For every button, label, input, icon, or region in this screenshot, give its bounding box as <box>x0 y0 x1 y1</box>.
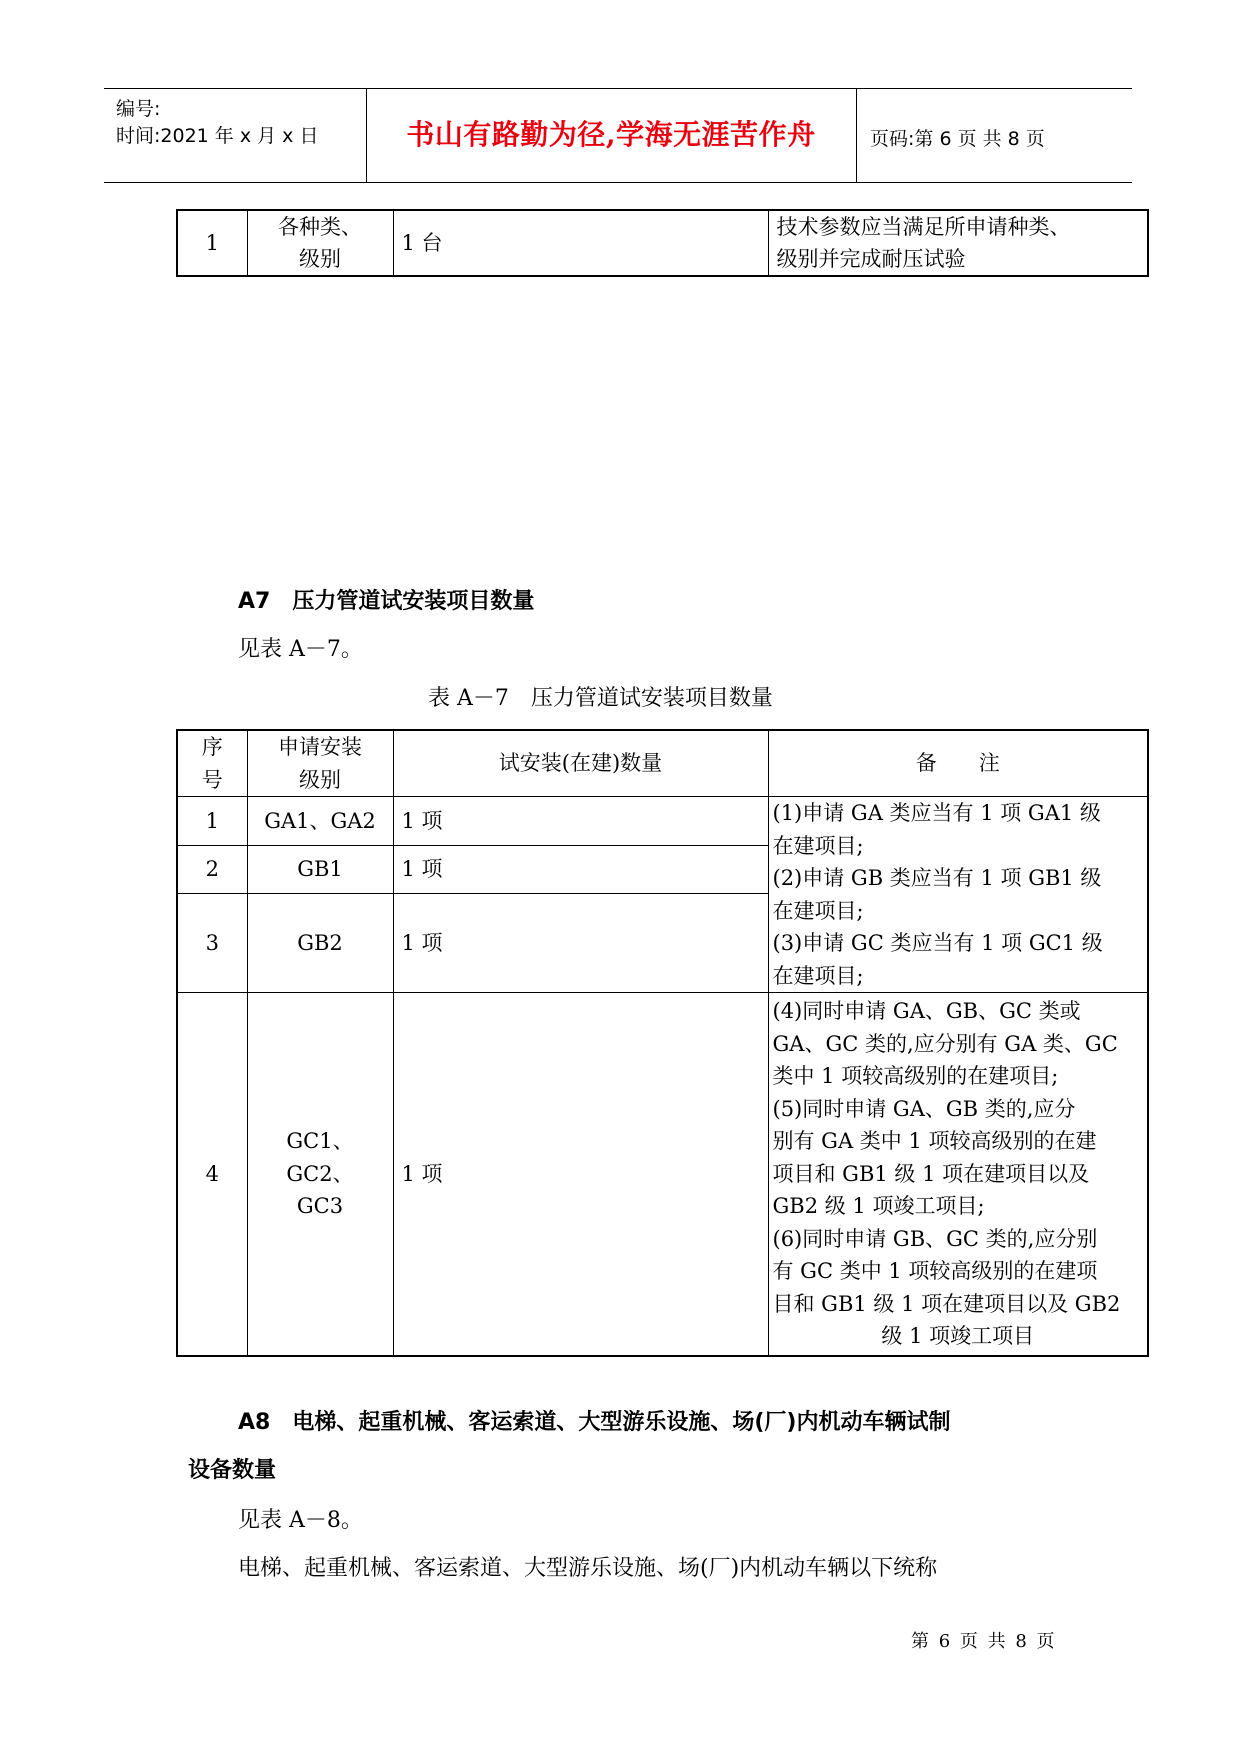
section-a7-reference: 见表 A－7。 <box>238 637 363 662</box>
cell-quantity: 1 项 <box>393 894 768 993</box>
cell-index: 1 <box>177 797 247 846</box>
header-time-label: 时间:2021 年 x 月 x 日 <box>116 125 319 147</box>
cell-quantity: 1 项 <box>393 993 768 1356</box>
cell-level: GB2 <box>247 894 393 993</box>
table-a7 <box>176 729 1149 1357</box>
remark-line: 类中 1 项较高级别的在建项目; <box>772 1064 1059 1088</box>
cell-line: 级别 <box>299 767 341 792</box>
cell-index: 4 <box>177 993 247 1356</box>
section-a8-title-line2: 设备数量 <box>188 1458 277 1483</box>
cell-line: GC3 <box>296 1194 344 1218</box>
header-bottom-rule <box>104 182 1132 183</box>
remark-line: 在建项目; <box>772 963 864 988</box>
table-header-row <box>177 730 1148 797</box>
cell-line: 序 <box>201 735 223 759</box>
header-motto: 书山有路勤为径,学海无涯苦作舟 <box>406 118 816 151</box>
cell-index: 2 <box>177 846 247 894</box>
cell-line: 技术参数应当满足所申请种类、 <box>776 215 1071 239</box>
remark-line: GB2 级 1 项竣工项目; <box>772 1194 985 1218</box>
section-a8-reference: 见表 A－8。 <box>238 1508 363 1533</box>
remark-line: (2)申请 GB 类应当有 1 项 GB1 级 <box>772 866 1102 890</box>
header-remarks: 备 注 <box>768 730 1148 797</box>
remark-line: (4)同时申请 GA、GB、GC 类或 <box>772 999 1081 1023</box>
table-cell-index: 1 <box>177 210 247 276</box>
table-cell-note <box>768 210 1148 276</box>
section-a8-paragraph: 电梯、起重机械、客运索道、大型游乐设施、场(厂)内机动车辆以下统称 <box>238 1556 938 1581</box>
remark-line: (1)申请 GA 类应当有 1 项 GA1 级 <box>772 801 1101 825</box>
cell-remarks-group-1 <box>768 797 1148 993</box>
header-serial-label: 编号: <box>116 98 161 120</box>
header-level <box>247 730 393 797</box>
cell-line: 号 <box>201 767 223 792</box>
cell-line: 各种类、 <box>278 215 362 239</box>
header-index <box>177 730 247 797</box>
remark-line: 有 GC 类中 1 项较高级别的在建项 <box>772 1259 1098 1283</box>
remark-line: (6)同时申请 GB、GC 类的,应分别 <box>772 1226 1098 1251</box>
cell-level: GA1、GA2 <box>247 797 393 846</box>
page-footer: 第 6 页 共 8 页 <box>911 1631 1057 1652</box>
table-a7-caption: 表 A－7 压力管道试安装项目数量 <box>428 686 773 711</box>
remark-line: 在建项目; <box>772 898 864 923</box>
header-page-label: 页码:第 6 页 共 8 页 <box>870 128 1045 150</box>
remark-line: (3)申请 GC 类应当有 1 项 GC1 级 <box>772 931 1103 955</box>
remark-line: 级 1 项竣工项目 <box>881 1324 1035 1348</box>
cell-remarks-group-2 <box>768 993 1148 1356</box>
header-divider-right <box>856 88 857 182</box>
remark-line: 目和 GB1 级 1 项在建项目以及 GB2 <box>772 1291 1121 1316</box>
cell-line: 申请安装 <box>278 735 362 759</box>
header-quantity: 试安装(在建)数量 <box>393 730 768 797</box>
remark-line: 项目和 GB1 级 1 项在建项目以及 <box>772 1161 1090 1186</box>
top-table <box>176 209 1149 277</box>
cell-index: 3 <box>177 894 247 993</box>
table-cell-quantity: 1 台 <box>393 210 768 276</box>
cell-line: 级别并完成耐压试验 <box>776 247 966 271</box>
cell-level <box>247 993 393 1356</box>
cell-quantity: 1 项 <box>393 846 768 894</box>
remark-line: (5)同时申请 GA、GB 类的,应分 <box>772 1096 1076 1121</box>
table-row <box>177 210 1148 276</box>
table-cell-category <box>247 210 393 276</box>
cell-line: 级别 <box>299 247 341 271</box>
cell-level: GB1 <box>247 846 393 894</box>
remark-line: 在建项目; <box>772 833 864 858</box>
cell-line: GC1、GC2、 <box>286 1129 354 1186</box>
section-a7-title: A7 压力管道试安装项目数量 <box>238 589 535 614</box>
section-a8-title-line1: A8 电梯、起重机械、客运索道、大型游乐设施、场(厂)内机动车辆试制 <box>238 1410 951 1435</box>
remark-line: GA、GC 类的,应分别有 GA 类、GC <box>772 1031 1118 1056</box>
cell-quantity: 1 项 <box>393 797 768 846</box>
table-row <box>177 993 1148 1356</box>
table-row <box>177 797 1148 846</box>
remark-line: 别有 GA 类中 1 项较高级别的在建 <box>772 1129 1097 1153</box>
